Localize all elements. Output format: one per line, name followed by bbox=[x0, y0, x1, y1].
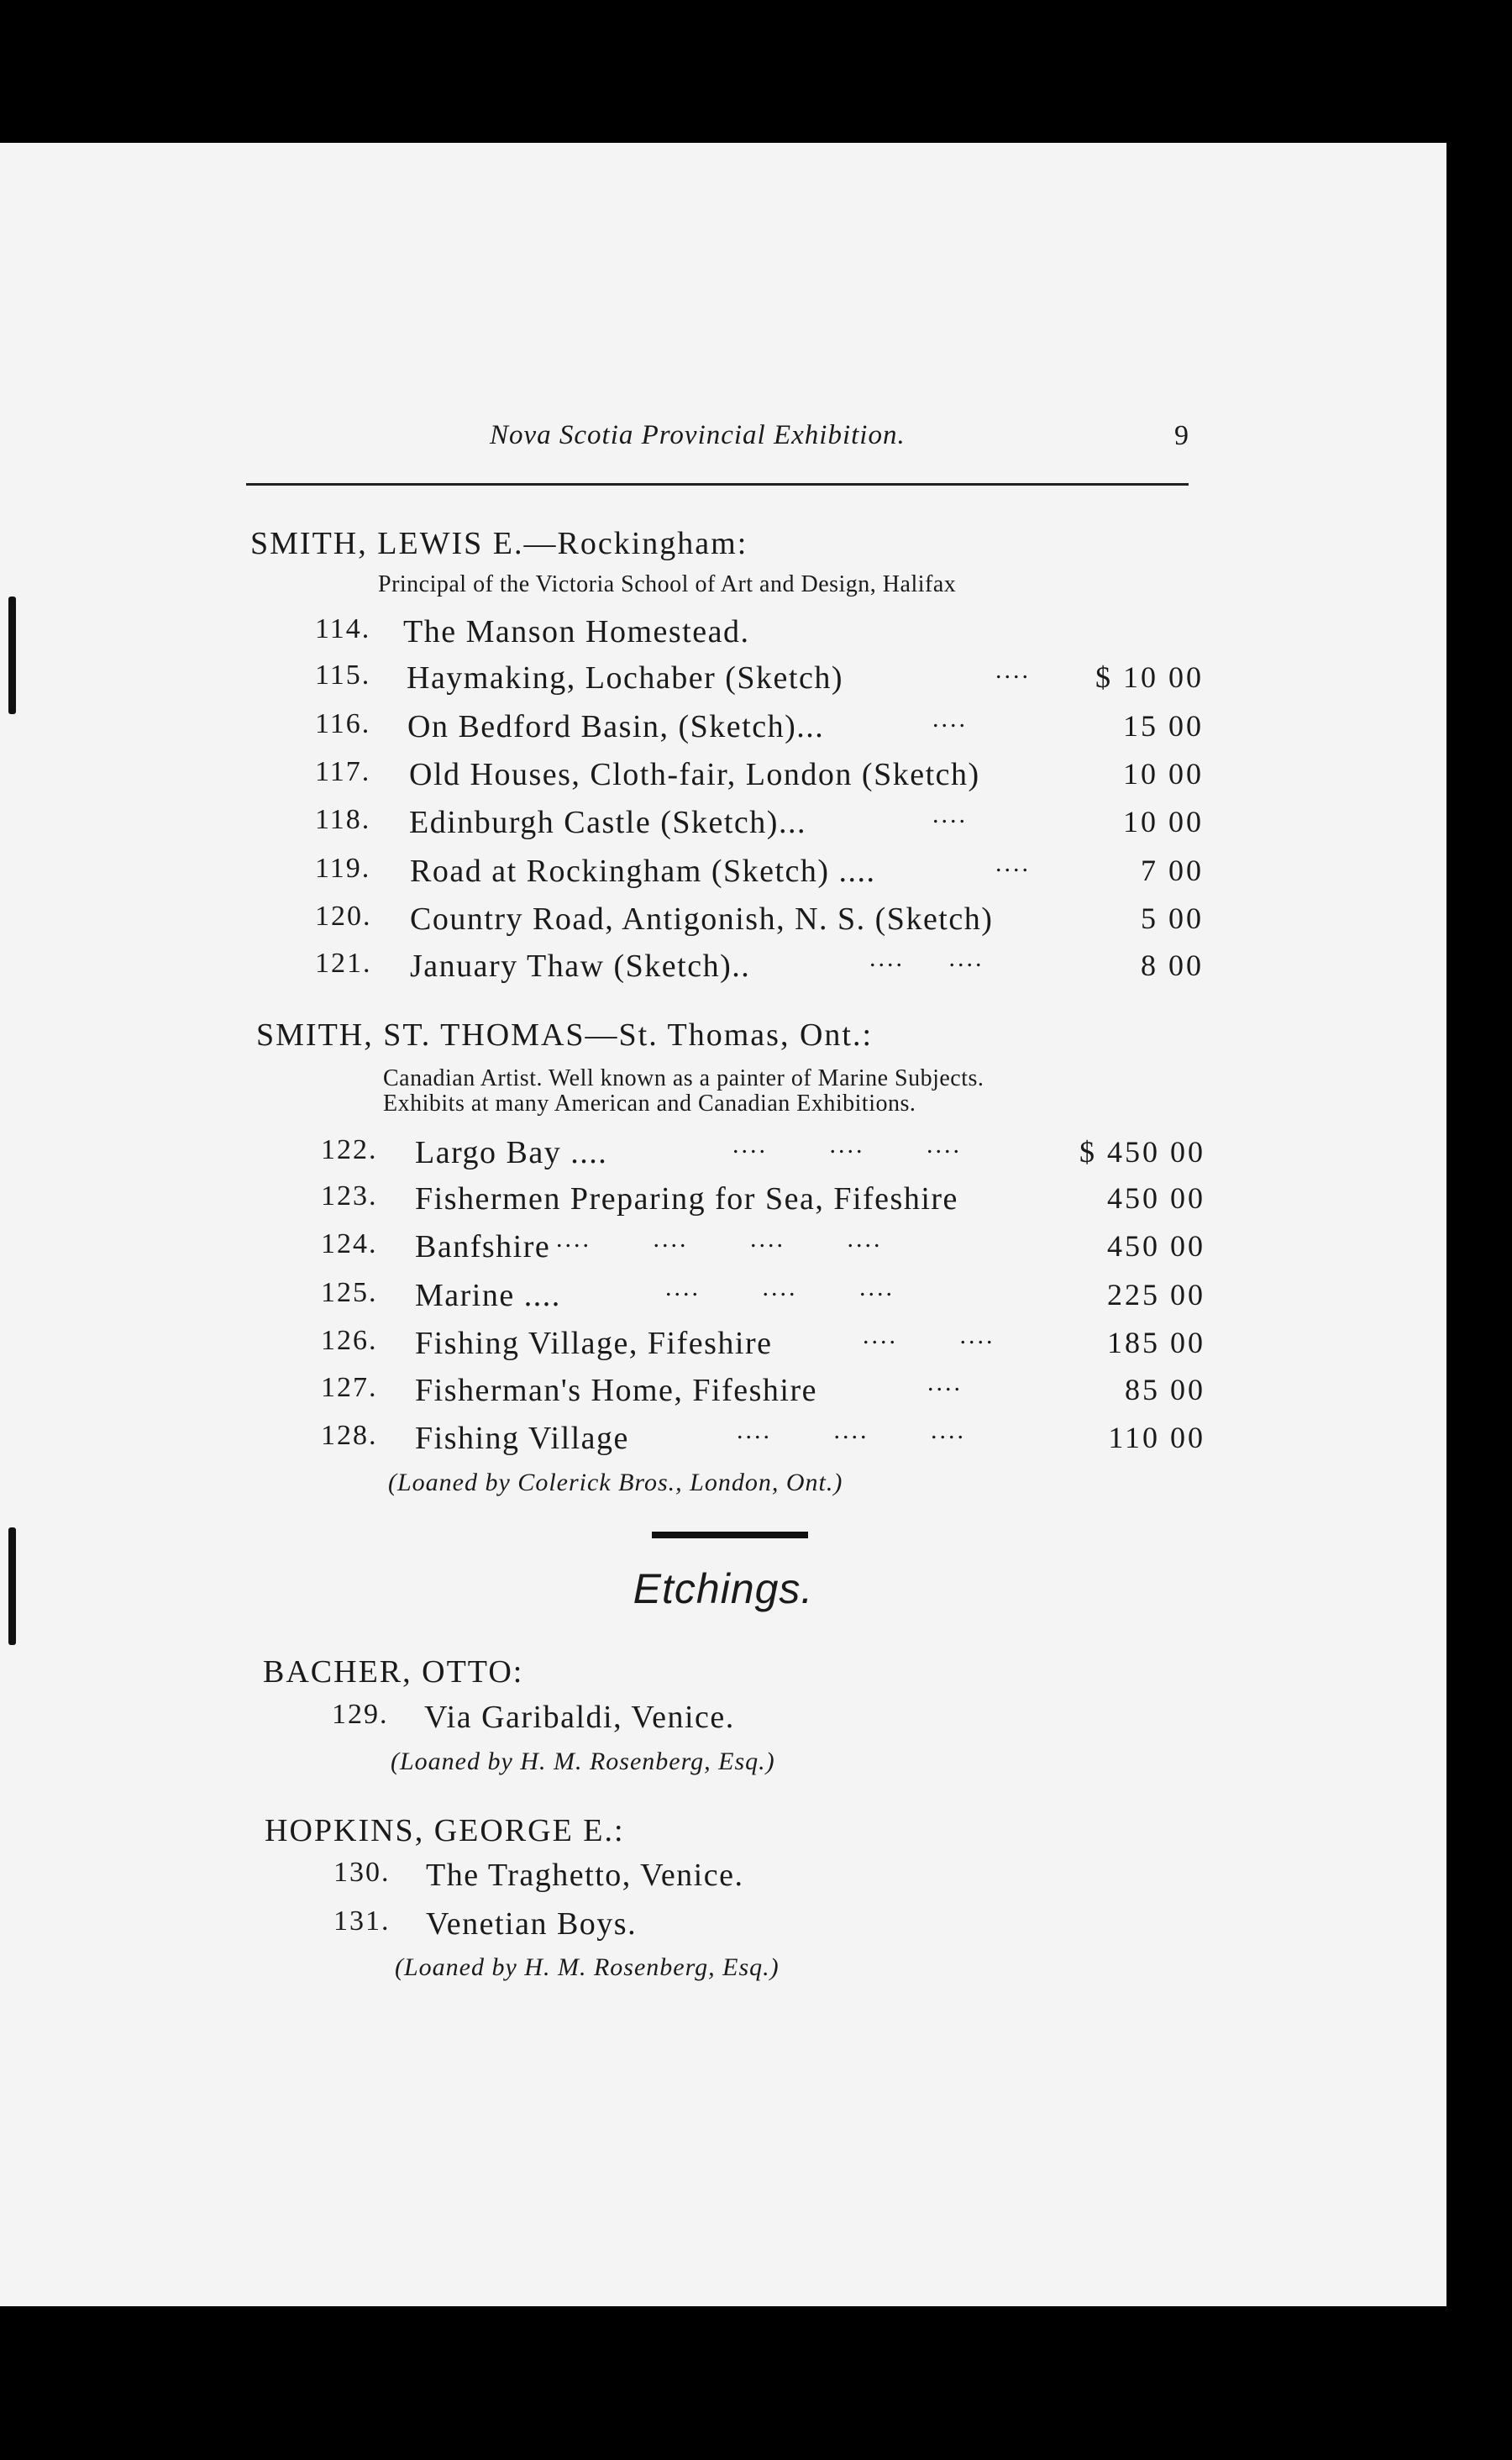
catalogue-item-114 bbox=[315, 613, 1204, 655]
item-title: Road at Rockingham (Sketch) .... bbox=[410, 854, 876, 889]
page-header bbox=[246, 420, 1189, 462]
leader-dots: .... .... .... .... bbox=[556, 1225, 883, 1253]
item-title: The Traghetto, Venice. bbox=[426, 1858, 744, 1893]
item-title: Fishing Village, Fifeshire bbox=[415, 1326, 773, 1361]
item-number: 128. bbox=[321, 1420, 378, 1451]
item-number: 129. bbox=[332, 1699, 389, 1730]
artist-heading-smith-lewis: SMITH, LEWIS E.—Rockingham: bbox=[250, 526, 748, 561]
leader-dots: .... .... bbox=[863, 1322, 995, 1349]
item-title: On Bedford Basin, (Sketch)... bbox=[407, 709, 825, 744]
item-title: Fishing Village bbox=[415, 1421, 629, 1456]
catalogue-item-116 bbox=[315, 705, 1204, 750]
catalogue-item-129 bbox=[332, 1699, 920, 1741]
header-rule bbox=[246, 483, 1189, 486]
item-price: 85 00 bbox=[1125, 1373, 1205, 1406]
leader-dots: .... bbox=[995, 656, 1031, 684]
catalogue-item-117 bbox=[315, 756, 1204, 798]
binding-mark-top bbox=[8, 597, 16, 714]
item-price: 110 00 bbox=[1108, 1421, 1205, 1454]
leader-dots: .... .... .... bbox=[732, 1131, 962, 1159]
catalogue-item-115 bbox=[315, 656, 1204, 702]
catalogue-item-128 bbox=[321, 1417, 1205, 1462]
artist-heading-bacher: BACHER, OTTO: bbox=[263, 1654, 524, 1690]
item-number: 114. bbox=[315, 613, 371, 644]
item-number: 124. bbox=[321, 1228, 378, 1259]
catalogue-item-119 bbox=[315, 849, 1204, 895]
item-number: 119. bbox=[315, 853, 371, 884]
item-title: Largo Bay .... bbox=[415, 1135, 608, 1170]
section-title-etchings: Etchings. bbox=[633, 1565, 814, 1612]
artist-note-line-2: Exhibits at many American and Canadian Exhibitions. bbox=[383, 1091, 916, 1117]
item-title: The Manson Homestead. bbox=[403, 614, 750, 649]
item-number: 115. bbox=[315, 660, 371, 691]
item-title: Fisherman's Home, Fifeshire bbox=[415, 1373, 818, 1408]
item-price: 5 00 bbox=[1141, 901, 1204, 935]
item-price: 185 00 bbox=[1107, 1326, 1205, 1359]
item-title: Haymaking, Lochaber (Sketch) bbox=[407, 660, 843, 696]
catalogue-item-122 bbox=[321, 1131, 1205, 1176]
running-head: Nova Scotia Provincial Exhibition. bbox=[490, 420, 906, 450]
item-title: January Thaw (Sketch).. bbox=[410, 949, 751, 984]
section-divider bbox=[652, 1532, 808, 1538]
leader-dots: .... .... bbox=[869, 944, 984, 972]
item-title: Banfshire bbox=[415, 1229, 551, 1264]
leader-dots: .... bbox=[927, 1369, 963, 1396]
item-title: Country Road, Antigonish, N. S. (Sketch) bbox=[410, 901, 994, 937]
catalogue-item-124 bbox=[321, 1225, 1205, 1270]
catalogue-item-130 bbox=[333, 1857, 921, 1899]
item-number: 123. bbox=[321, 1180, 378, 1212]
item-number: 118. bbox=[315, 804, 371, 835]
item-number: 126. bbox=[321, 1325, 378, 1356]
item-price: 7 00 bbox=[1141, 854, 1204, 887]
item-number: 130. bbox=[333, 1857, 391, 1888]
item-number: 122. bbox=[321, 1134, 378, 1165]
item-number: 121. bbox=[315, 948, 372, 979]
leader-dots: .... bbox=[932, 801, 968, 828]
item-number: 127. bbox=[321, 1372, 378, 1403]
artist-note: Principal of the Victoria School of Art and Design, Halifax bbox=[378, 571, 957, 597]
item-title: Via Garibaldi, Venice. bbox=[424, 1700, 735, 1735]
item-number: 120. bbox=[315, 901, 372, 932]
leader-dots: .... bbox=[995, 849, 1031, 877]
item-number: 117. bbox=[315, 756, 371, 787]
item-title: Venetian Boys. bbox=[426, 1906, 638, 1942]
leader-dots: .... .... .... bbox=[737, 1417, 966, 1444]
item-price: 225 00 bbox=[1107, 1278, 1205, 1311]
item-title: Old Houses, Cloth-fair, London (Sketch) bbox=[409, 757, 980, 792]
item-price: 10 00 bbox=[1123, 805, 1204, 838]
item-title: Edinburgh Castle (Sketch)... bbox=[409, 805, 806, 840]
item-price: 450 00 bbox=[1107, 1181, 1205, 1215]
catalogue-item-125 bbox=[321, 1274, 1205, 1319]
leader-dots: .... .... .... bbox=[665, 1274, 895, 1301]
loan-credit: (Loaned by H. M. Rosenberg, Esq.) bbox=[391, 1748, 775, 1775]
item-number: 116. bbox=[315, 708, 371, 739]
item-title: Fishermen Preparing for Sea, Fifeshire bbox=[415, 1181, 958, 1217]
catalogue-item-120 bbox=[315, 901, 1204, 943]
loan-credit: (Loaned by Colerick Bros., London, Ont.) bbox=[388, 1469, 843, 1496]
page-number: 9 bbox=[1174, 420, 1189, 451]
catalogue-item-121 bbox=[315, 944, 1204, 990]
catalogue-item-131 bbox=[333, 1905, 921, 1948]
item-price: 8 00 bbox=[1141, 949, 1204, 982]
leader-dots: .... bbox=[932, 705, 968, 733]
item-price: 15 00 bbox=[1123, 709, 1204, 743]
artist-note-line-1: Canadian Artist. Well known as a painter of Marine Subjects. bbox=[383, 1065, 984, 1091]
item-number: 125. bbox=[321, 1277, 378, 1308]
catalogue-item-127 bbox=[321, 1369, 1205, 1414]
catalogue-item-118 bbox=[315, 801, 1204, 846]
item-price: $ 10 00 bbox=[1095, 660, 1204, 694]
item-title: Marine .... bbox=[415, 1278, 561, 1313]
item-price: 450 00 bbox=[1107, 1229, 1205, 1263]
item-number: 131. bbox=[333, 1905, 391, 1937]
loan-credit: (Loaned by H. M. Rosenberg, Esq.) bbox=[395, 1953, 780, 1981]
artist-heading-smith-st-thomas: SMITH, ST. THOMAS—St. Thomas, Ont.: bbox=[256, 1017, 874, 1053]
catalogue-item-126 bbox=[321, 1322, 1205, 1367]
item-price: $ 450 00 bbox=[1079, 1135, 1205, 1169]
catalogue-item-123 bbox=[321, 1180, 1205, 1222]
item-price: 10 00 bbox=[1123, 757, 1204, 791]
artist-heading-hopkins: HOPKINS, GEORGE E.: bbox=[265, 1813, 625, 1848]
